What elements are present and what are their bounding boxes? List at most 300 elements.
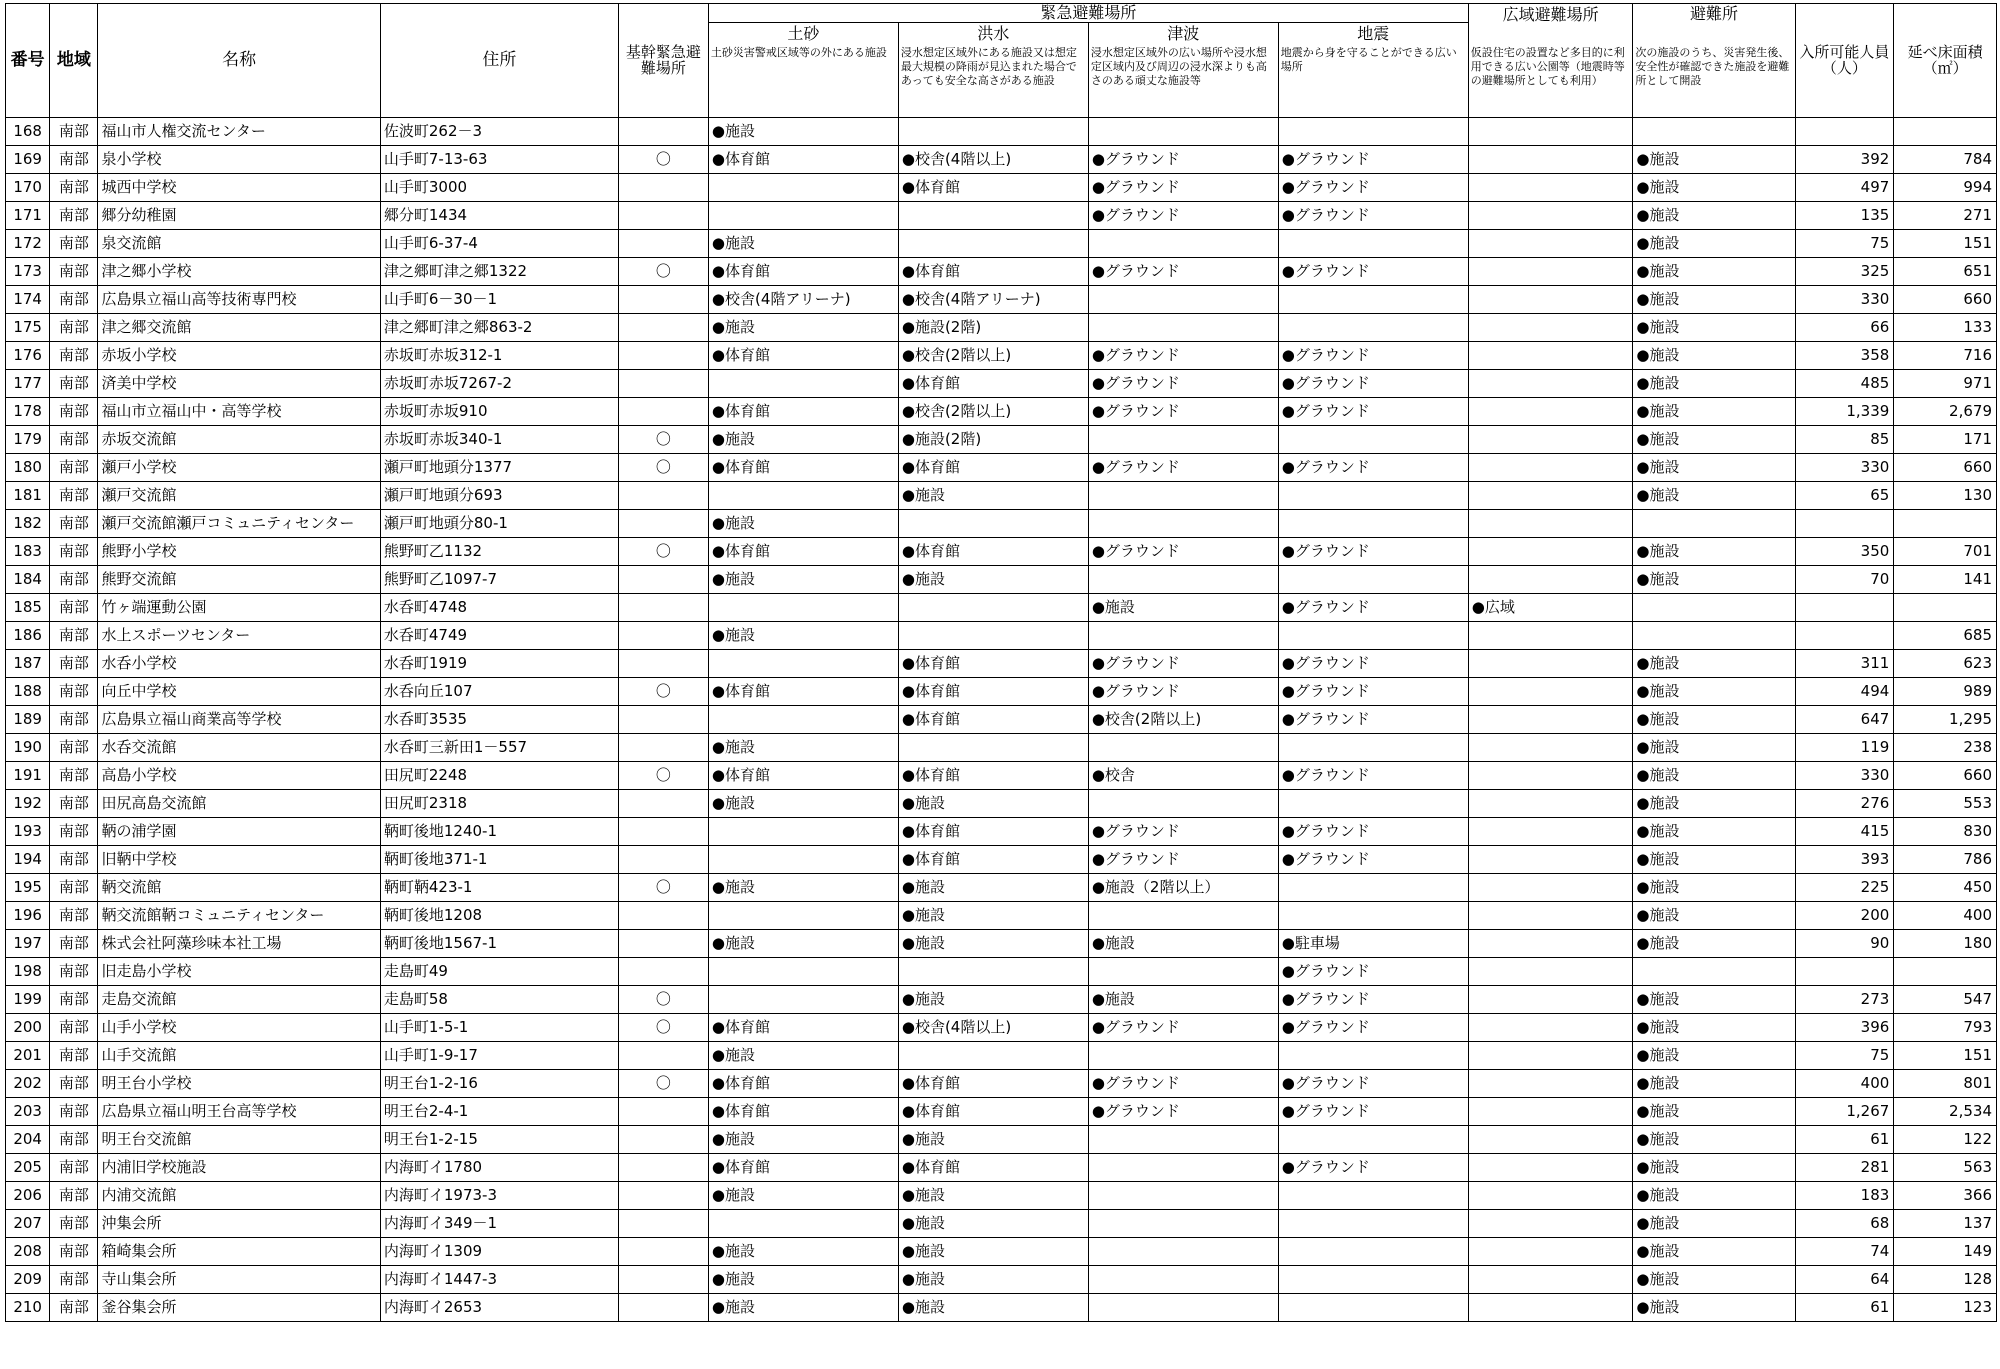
cell-address: 瀬戸町地頭分693 (380, 482, 618, 510)
cell-tsunami (1088, 958, 1278, 986)
cell-core-emergency: 〇 (618, 986, 708, 1014)
table-row (6, 762, 1997, 790)
cell-region: 南部 (50, 706, 98, 734)
cell-region: 南部 (50, 734, 98, 762)
cell-flood (898, 734, 1088, 762)
cell-name: 田尻高島交流館 (98, 790, 380, 818)
cell-address: 水呑町4749 (380, 622, 618, 650)
cell-shelter: ●施設 (1633, 230, 1795, 258)
cell-name: 向丘中学校 (98, 678, 380, 706)
cell-capacity (1795, 594, 1894, 622)
table-row (6, 482, 1997, 510)
cell-name: 山手交流館 (98, 1042, 380, 1070)
cell-no: 169 (6, 146, 50, 174)
cell-region: 南部 (50, 370, 98, 398)
cell-region: 南部 (50, 622, 98, 650)
cell-capacity: 647 (1795, 706, 1894, 734)
cell-wide-area (1468, 678, 1633, 706)
cell-tsunami (1088, 314, 1278, 342)
cell-floor-area: 563 (1894, 1154, 1997, 1182)
cell-tsunami (1088, 230, 1278, 258)
cell-flood: ●体育館 (898, 258, 1088, 286)
cell-no: 202 (6, 1070, 50, 1098)
cell-landslide: ●体育館 (708, 454, 898, 482)
cell-region: 南部 (50, 230, 98, 258)
cell-wide-area (1468, 538, 1633, 566)
cell-address: 内海町イ1973-3 (380, 1182, 618, 1210)
cell-wide-area (1468, 174, 1633, 202)
cell-name: 旧鞆中学校 (98, 846, 380, 874)
cell-wide-area (1468, 846, 1633, 874)
cell-core-emergency (618, 706, 708, 734)
cell-wide-area (1468, 314, 1633, 342)
cell-earthquake: ●グラウンド (1278, 538, 1468, 566)
cell-wide-area (1468, 1042, 1633, 1070)
cell-capacity: 90 (1795, 930, 1894, 958)
cell-no: 184 (6, 566, 50, 594)
cell-no: 182 (6, 510, 50, 538)
cell-wide-area (1468, 706, 1633, 734)
cell-capacity (1795, 510, 1894, 538)
cell-address: 走島町49 (380, 958, 618, 986)
cell-shelter: ●施設 (1633, 538, 1795, 566)
cell-capacity: 61 (1795, 1294, 1894, 1322)
cell-earthquake (1278, 874, 1468, 902)
cell-address: 赤坂町赤坂340-1 (380, 426, 618, 454)
cell-capacity: 485 (1795, 370, 1894, 398)
cell-no: 201 (6, 1042, 50, 1070)
cell-core-emergency (618, 818, 708, 846)
cell-floor-area: 801 (1894, 1070, 1997, 1098)
cell-earthquake: ●グラウンド (1278, 398, 1468, 426)
cell-landslide (708, 482, 898, 510)
cell-address: 田尻町2318 (380, 790, 618, 818)
cell-tsunami (1088, 1210, 1278, 1238)
cell-floor-area: 971 (1894, 370, 1997, 398)
cell-no: 198 (6, 958, 50, 986)
cell-earthquake (1278, 482, 1468, 510)
cell-core-emergency: 〇 (618, 454, 708, 482)
cell-region: 南部 (50, 762, 98, 790)
cell-address: 山手町6-37-4 (380, 230, 618, 258)
cell-earthquake (1278, 314, 1468, 342)
cell-no: 190 (6, 734, 50, 762)
cell-capacity (1795, 958, 1894, 986)
cell-floor-area: 701 (1894, 538, 1997, 566)
cell-address: 津之郷町津之郷1322 (380, 258, 618, 286)
cell-wide-area (1468, 566, 1633, 594)
cell-wide-area (1468, 1266, 1633, 1294)
cell-no: 170 (6, 174, 50, 202)
table-row (6, 734, 1997, 762)
cell-landslide: ●施設 (708, 1042, 898, 1070)
cell-shelter: ●施設 (1633, 1098, 1795, 1126)
cell-core-emergency (618, 286, 708, 314)
cell-no: 210 (6, 1294, 50, 1322)
cell-address: 鞆町後地1208 (380, 902, 618, 930)
cell-no: 188 (6, 678, 50, 706)
cell-shelter: ●施設 (1633, 482, 1795, 510)
cell-region: 南部 (50, 1294, 98, 1322)
cell-landslide (708, 902, 898, 930)
cell-name: 福山市人権交流センター (98, 118, 380, 146)
cell-no: 176 (6, 342, 50, 370)
cell-no: 196 (6, 902, 50, 930)
cell-tsunami (1088, 286, 1278, 314)
cell-floor-area: 685 (1894, 622, 1997, 650)
cell-tsunami: ●グラウンド (1088, 818, 1278, 846)
cell-shelter: ●施設 (1633, 566, 1795, 594)
cell-landslide: ●施設 (708, 566, 898, 594)
table-row (6, 846, 1997, 874)
table-row (6, 1126, 1997, 1154)
cell-address: 水呑町1919 (380, 650, 618, 678)
cell-shelter: ●施設 (1633, 650, 1795, 678)
cell-wide-area (1468, 1210, 1633, 1238)
cell-shelter (1633, 622, 1795, 650)
cell-name: 寺山集会所 (98, 1266, 380, 1294)
cell-name: 水呑小学校 (98, 650, 380, 678)
cell-region: 南部 (50, 818, 98, 846)
cell-tsunami (1088, 482, 1278, 510)
cell-landslide: ●体育館 (708, 342, 898, 370)
cell-region: 南部 (50, 1042, 98, 1070)
cell-earthquake: ●グラウンド (1278, 958, 1468, 986)
cell-shelter: ●施設 (1633, 370, 1795, 398)
table-row (6, 1294, 1997, 1322)
cell-region: 南部 (50, 454, 98, 482)
cell-capacity: 494 (1795, 678, 1894, 706)
cell-floor-area: 660 (1894, 762, 1997, 790)
header-core-emergency: 基幹緊急避難場所 (618, 4, 708, 118)
cell-shelter: ●施設 (1633, 146, 1795, 174)
cell-shelter: ●施設 (1633, 454, 1795, 482)
cell-address: 明王台1-2-15 (380, 1126, 618, 1154)
cell-landslide: ●施設 (708, 1266, 898, 1294)
cell-landslide: ●施設 (708, 1294, 898, 1322)
cell-landslide: ●施設 (708, 230, 898, 258)
cell-address: 内海町イ1447-3 (380, 1266, 618, 1294)
cell-name: 竹ヶ端運動公園 (98, 594, 380, 622)
cell-floor-area: 133 (1894, 314, 1997, 342)
cell-name: 広島県立福山商業高等学校 (98, 706, 380, 734)
cell-region: 南部 (50, 790, 98, 818)
cell-no: 178 (6, 398, 50, 426)
cell-address: 赤坂町赤坂312-1 (380, 342, 618, 370)
cell-name: 明王台小学校 (98, 1070, 380, 1098)
cell-earthquake (1278, 286, 1468, 314)
cell-tsunami (1088, 1266, 1278, 1294)
cell-core-emergency (618, 230, 708, 258)
cell-floor-area: 786 (1894, 846, 1997, 874)
cell-no: 194 (6, 846, 50, 874)
table-row (6, 1154, 1997, 1182)
header-wide-desc: 仮設住宅の設置など多目的に利用できる広い公園等（地震時等の避難場所としても利用） (1468, 45, 1633, 118)
cell-capacity: 200 (1795, 902, 1894, 930)
cell-no: 192 (6, 790, 50, 818)
cell-floor-area: 123 (1894, 1294, 1997, 1322)
cell-earthquake: ●グラウンド (1278, 846, 1468, 874)
cell-shelter (1633, 118, 1795, 146)
header-name: 名称 (98, 4, 380, 118)
cell-capacity: 61 (1795, 1126, 1894, 1154)
cell-earthquake (1278, 510, 1468, 538)
cell-no: 172 (6, 230, 50, 258)
cell-capacity: 276 (1795, 790, 1894, 818)
cell-region: 南部 (50, 314, 98, 342)
cell-core-emergency (618, 790, 708, 818)
cell-floor-area: 651 (1894, 258, 1997, 286)
cell-floor-area: 151 (1894, 1042, 1997, 1070)
cell-wide-area (1468, 734, 1633, 762)
cell-core-emergency: 〇 (618, 538, 708, 566)
cell-floor-area: 1,295 (1894, 706, 1997, 734)
cell-flood: ●施設 (898, 1182, 1088, 1210)
cell-landslide: ●体育館 (708, 398, 898, 426)
table-row (6, 678, 1997, 706)
cell-wide-area (1468, 1154, 1633, 1182)
table-row (6, 286, 1997, 314)
cell-shelter: ●施設 (1633, 678, 1795, 706)
cell-core-emergency (618, 1126, 708, 1154)
cell-core-emergency: 〇 (618, 146, 708, 174)
cell-floor-area: 716 (1894, 342, 1997, 370)
cell-earthquake (1278, 790, 1468, 818)
cell-capacity: 330 (1795, 454, 1894, 482)
cell-wide-area (1468, 622, 1633, 650)
cell-flood: ●施設(2階) (898, 314, 1088, 342)
cell-core-emergency: 〇 (618, 762, 708, 790)
cell-flood: ●体育館 (898, 846, 1088, 874)
cell-tsunami: ●校舎(2階以上) (1088, 706, 1278, 734)
cell-no: 205 (6, 1154, 50, 1182)
table-row (6, 1042, 1997, 1070)
cell-tsunami: ●グラウンド (1088, 258, 1278, 286)
cell-no: 186 (6, 622, 50, 650)
cell-floor-area: 2,534 (1894, 1098, 1997, 1126)
cell-flood: ●体育館 (898, 1098, 1088, 1126)
cell-capacity: 85 (1795, 426, 1894, 454)
cell-earthquake: ●グラウンド (1278, 986, 1468, 1014)
cell-capacity: 74 (1795, 1238, 1894, 1266)
cell-tsunami: ●グラウンド (1088, 202, 1278, 230)
cell-landslide: ●施設 (708, 622, 898, 650)
cell-earthquake: ●グラウンド (1278, 678, 1468, 706)
cell-flood: ●体育館 (898, 650, 1088, 678)
table-row (6, 818, 1997, 846)
cell-core-emergency (618, 482, 708, 510)
cell-floor-area: 830 (1894, 818, 1997, 846)
cell-name: 熊野小学校 (98, 538, 380, 566)
cell-flood: ●体育館 (898, 818, 1088, 846)
cell-flood: ●校舎(4階以上) (898, 146, 1088, 174)
cell-tsunami: ●グラウンド (1088, 1098, 1278, 1126)
cell-shelter: ●施設 (1633, 1042, 1795, 1070)
cell-floor-area (1894, 118, 1997, 146)
cell-address: 山手町6－30－1 (380, 286, 618, 314)
cell-region: 南部 (50, 1014, 98, 1042)
cell-landslide: ●施設 (708, 1182, 898, 1210)
cell-wide-area (1468, 1098, 1633, 1126)
cell-region: 南部 (50, 482, 98, 510)
cell-tsunami (1088, 734, 1278, 762)
cell-floor-area: 271 (1894, 202, 1997, 230)
cell-core-emergency (618, 398, 708, 426)
cell-region: 南部 (50, 1210, 98, 1238)
cell-wide-area (1468, 426, 1633, 454)
cell-earthquake: ●グラウンド (1278, 202, 1468, 230)
cell-region: 南部 (50, 510, 98, 538)
cell-region: 南部 (50, 1238, 98, 1266)
cell-address: 水呑町三新田1－557 (380, 734, 618, 762)
cell-wide-area (1468, 370, 1633, 398)
cell-wide-area (1468, 146, 1633, 174)
cell-wide-area (1468, 1070, 1633, 1098)
cell-flood: ●校舎(2階以上) (898, 398, 1088, 426)
cell-core-emergency (618, 734, 708, 762)
cell-region: 南部 (50, 538, 98, 566)
cell-region: 南部 (50, 1126, 98, 1154)
table-row (6, 902, 1997, 930)
cell-landslide: ●施設 (708, 1238, 898, 1266)
cell-tsunami (1088, 426, 1278, 454)
cell-core-emergency (618, 958, 708, 986)
cell-wide-area (1468, 790, 1633, 818)
cell-flood: ●体育館 (898, 762, 1088, 790)
cell-core-emergency (618, 370, 708, 398)
cell-no: 181 (6, 482, 50, 510)
cell-no: 175 (6, 314, 50, 342)
cell-flood: ●施設 (898, 1266, 1088, 1294)
cell-wide-area: ●広域 (1468, 594, 1633, 622)
cell-no: 185 (6, 594, 50, 622)
cell-wide-area (1468, 902, 1633, 930)
cell-name: 広島県立福山高等技術専門校 (98, 286, 380, 314)
cell-shelter: ●施設 (1633, 286, 1795, 314)
cell-name: 泉交流館 (98, 230, 380, 258)
cell-wide-area (1468, 1014, 1633, 1042)
cell-earthquake (1278, 566, 1468, 594)
cell-core-emergency: 〇 (618, 258, 708, 286)
cell-address: 鞆町後地1240-1 (380, 818, 618, 846)
cell-no: 203 (6, 1098, 50, 1126)
cell-earthquake (1278, 1210, 1468, 1238)
cell-core-emergency (618, 594, 708, 622)
cell-landslide (708, 846, 898, 874)
cell-address: 赤坂町赤坂910 (380, 398, 618, 426)
cell-address: 津之郷町津之郷863-2 (380, 314, 618, 342)
cell-shelter: ●施設 (1633, 1266, 1795, 1294)
cell-name: 福山市立福山中・高等学校 (98, 398, 380, 426)
cell-landslide: ●校舎(4階アリーナ) (708, 286, 898, 314)
cell-tsunami: ●グラウンド (1088, 454, 1278, 482)
cell-name: 株式会社阿藻珍味本社工場 (98, 930, 380, 958)
cell-wide-area (1468, 1238, 1633, 1266)
cell-wide-area (1468, 986, 1633, 1014)
table-row (6, 370, 1997, 398)
cell-address: 熊野町乙1132 (380, 538, 618, 566)
cell-flood: ●体育館 (898, 706, 1088, 734)
cell-address: 瀬戸町地頭分80-1 (380, 510, 618, 538)
cell-core-emergency (618, 1238, 708, 1266)
cell-region: 南部 (50, 1182, 98, 1210)
cell-earthquake (1278, 734, 1468, 762)
cell-shelter (1633, 594, 1795, 622)
cell-shelter: ●施設 (1633, 846, 1795, 874)
cell-wide-area (1468, 454, 1633, 482)
cell-wide-area (1468, 510, 1633, 538)
header-earthquake: 地震 (1278, 23, 1468, 46)
cell-no: 180 (6, 454, 50, 482)
cell-floor-area (1894, 594, 1997, 622)
cell-shelter: ●施設 (1633, 314, 1795, 342)
cell-flood: ●体育館 (898, 538, 1088, 566)
cell-landslide (708, 958, 898, 986)
cell-tsunami (1088, 1182, 1278, 1210)
cell-floor-area: 366 (1894, 1182, 1997, 1210)
cell-name: 鞆交流館 (98, 874, 380, 902)
table-row (6, 174, 1997, 202)
cell-address: 水呑町3535 (380, 706, 618, 734)
cell-floor-area: 660 (1894, 286, 1997, 314)
cell-no: 189 (6, 706, 50, 734)
cell-floor-area (1894, 958, 1997, 986)
cell-floor-area: 122 (1894, 1126, 1997, 1154)
table-row (6, 958, 1997, 986)
cell-region: 南部 (50, 874, 98, 902)
cell-core-emergency (618, 1266, 708, 1294)
header-tsunami-desc: 浸水想定区域外の広い場所や浸水想定区域内及び周辺の浸水深よりも高さのある頑丈な施設等 (1088, 45, 1278, 118)
cell-address: 赤坂町赤坂7267-2 (380, 370, 618, 398)
cell-capacity: 66 (1795, 314, 1894, 342)
cell-address: 山手町7-13-63 (380, 146, 618, 174)
cell-capacity: 68 (1795, 1210, 1894, 1238)
cell-landslide: ●体育館 (708, 678, 898, 706)
header-no: 番号 (6, 4, 50, 118)
table-row (6, 1014, 1997, 1042)
header-address: 住所 (380, 4, 618, 118)
table-row (6, 342, 1997, 370)
cell-capacity: 358 (1795, 342, 1894, 370)
cell-landslide (708, 370, 898, 398)
cell-earthquake: ●グラウンド (1278, 342, 1468, 370)
cell-core-emergency (618, 510, 708, 538)
cell-earthquake: ●グラウンド (1278, 1014, 1468, 1042)
cell-no: 173 (6, 258, 50, 286)
header-flood: 洪水 (898, 23, 1088, 46)
cell-no: 200 (6, 1014, 50, 1042)
cell-tsunami: ●グラウンド (1088, 846, 1278, 874)
cell-wide-area (1468, 286, 1633, 314)
table-row (6, 930, 1997, 958)
cell-name: 釜谷集会所 (98, 1294, 380, 1322)
cell-landslide: ●体育館 (708, 762, 898, 790)
cell-capacity: 415 (1795, 818, 1894, 846)
table-row (6, 706, 1997, 734)
cell-core-emergency: 〇 (618, 678, 708, 706)
cell-floor-area: 784 (1894, 146, 1997, 174)
cell-name: 瀬戸交流館 (98, 482, 380, 510)
cell-name: 済美中学校 (98, 370, 380, 398)
cell-capacity: 400 (1795, 1070, 1894, 1098)
cell-landslide: ●体育館 (708, 538, 898, 566)
cell-shelter: ●施設 (1633, 986, 1795, 1014)
cell-capacity: 65 (1795, 482, 1894, 510)
cell-floor-area: 2,679 (1894, 398, 1997, 426)
cell-tsunami (1088, 1126, 1278, 1154)
cell-wide-area (1468, 958, 1633, 986)
cell-region: 南部 (50, 566, 98, 594)
